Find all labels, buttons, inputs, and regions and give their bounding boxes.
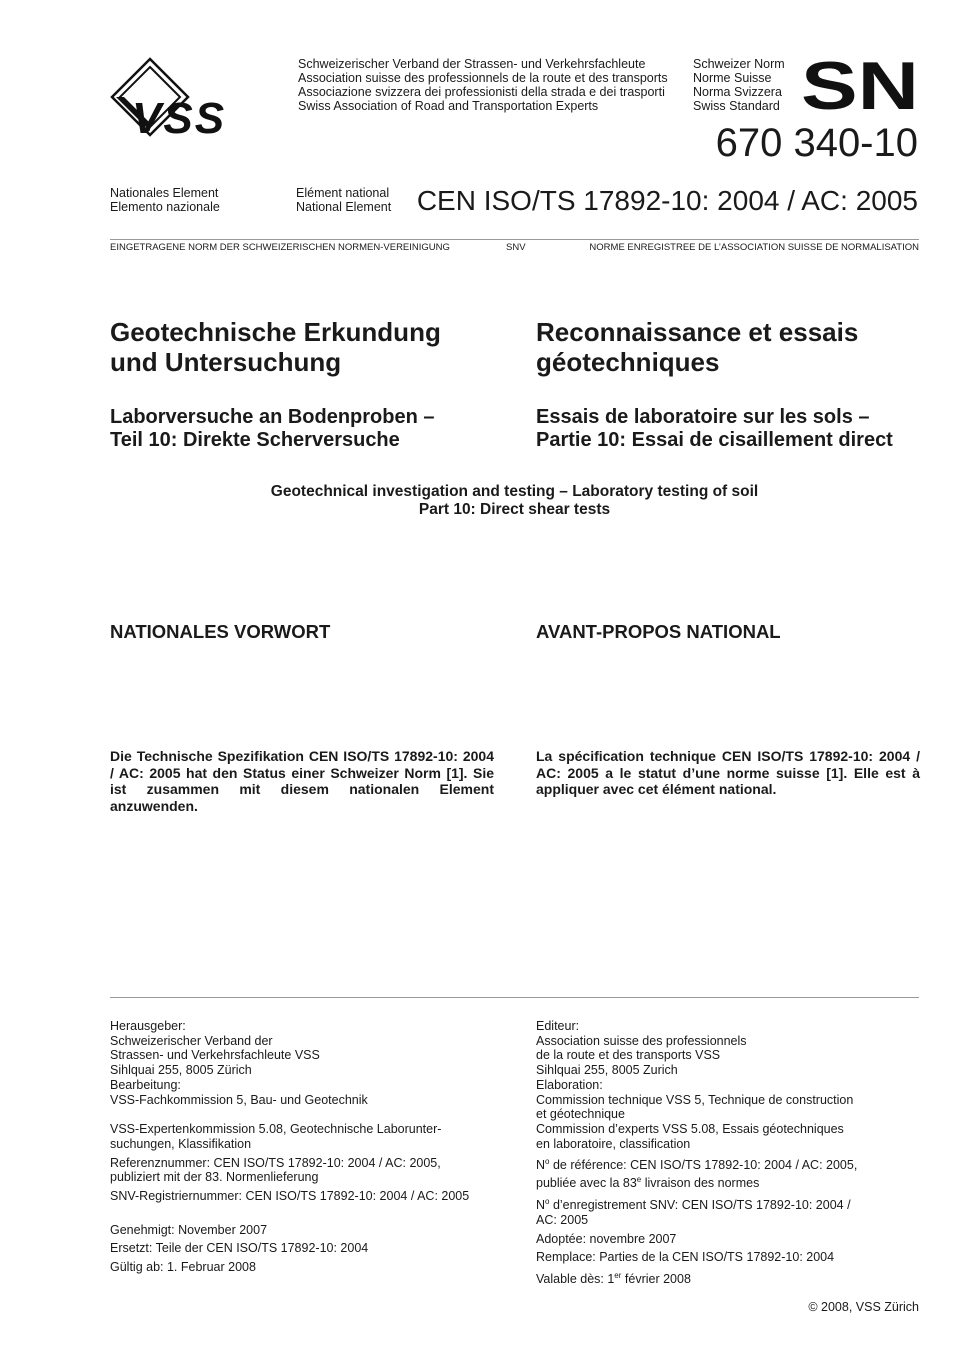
title-fr-line: géotechniques xyxy=(536,347,720,377)
sn-mark-lettering: SN xyxy=(803,59,919,110)
standard-label-en: Swiss Standard xyxy=(693,99,780,113)
snv-line: SNV-Registriernummer: CEN ISO/TS 17892-10: 2004 / AC: 2005 xyxy=(110,1189,470,1204)
registration-fr: NORME ENREGISTREE DE L’ASSOCIATION SUISSE DE NORMALISATION xyxy=(589,242,919,253)
norm-number: 670 340-10 xyxy=(715,121,918,165)
vss-logo xyxy=(110,57,290,139)
reference-line: $N^o$ de référence: CEN ISO/TS 17892-10: 2004 / AC: 2005, xyxy=(536,1157,858,1173)
national-element-it: Elemento nazionale xyxy=(110,200,220,214)
association-de: Schweizerischer Verband der Strassen- und Verkehrsfachleute xyxy=(298,57,646,71)
association-fr: Association suisse des professionnels de la route et des transports xyxy=(298,71,668,85)
national-element-en: National Element xyxy=(296,200,392,214)
title-en-line: Geotechnical investigation and testing – Laboratory testing of soil xyxy=(270,483,759,500)
approved-line: Genehmigt: November 2007 xyxy=(110,1222,268,1237)
logo-lettering: VSS xyxy=(132,94,227,139)
registration-de: EINGETRAGENE NORM DER SCHWEIZERISCHEN NORMEN-VEREINIGUNG xyxy=(110,242,450,253)
foreword-text-de: Die Technische Spezifikation CEN ISO/TS 17892-10: 2004 / AC: 2005 hat den Status einer Schweizer Norm [1]. Sie ist zusammen mit diesem nationalen Element anzuwenden. xyxy=(110,748,494,814)
snv-line: AC: 2005 xyxy=(536,1212,589,1227)
reference-line: publiée avec la 83e livraison des normes xyxy=(536,1175,760,1191)
reference-line: publiziert mit der 83. Normenlieferung xyxy=(110,1170,319,1185)
national-element-fr: Elément national xyxy=(296,186,390,200)
association-names xyxy=(298,57,668,113)
publisher-label: Herausgeber: xyxy=(110,1019,186,1033)
experts-line: VSS-Expertenkommission 5.08, Geotechnische Laborunter- xyxy=(110,1122,442,1137)
snv-line: $N^o$ d’enregistrement SNV: CEN ISO/TS 17892-10: 2004 / xyxy=(536,1197,851,1213)
valid-line: Valable dès: 1er février 2008 xyxy=(536,1271,691,1287)
sn-mark xyxy=(803,59,919,110)
editing-line: Commission technique VSS 5, Technique de construction xyxy=(536,1092,854,1107)
standard-label-fr: Norme Suisse xyxy=(693,71,772,85)
title-fr xyxy=(536,317,931,377)
replaces-line: Ersetzt: Teile der CEN ISO/TS 17892-10: 2004 xyxy=(110,1241,369,1256)
national-element-de: Nationales Element xyxy=(110,186,219,200)
national-element-fr-en xyxy=(296,186,391,214)
standard-label-de: Schweizer Norm xyxy=(693,57,785,71)
editing-line: et géotechnique xyxy=(536,1107,625,1122)
experts-line: Commission d’experts VSS 5.08, Essais géotechniques xyxy=(536,1121,844,1136)
editing-line: VSS-Fachkommission 5, Bau- und Geotechnik xyxy=(110,1092,368,1107)
publisher-line: de la route et des transports VSS xyxy=(536,1048,721,1063)
title-de-line: Geotechnische Erkundung xyxy=(110,317,441,347)
title-de-line: und Untersuchung xyxy=(110,347,342,377)
title-de xyxy=(110,317,510,377)
national-element-de-it xyxy=(110,186,220,214)
replaces-line: Remplace: Parties de la CEN ISO/TS 17892-10: 2004 xyxy=(536,1250,835,1265)
experts-line: en laboratoire, classification xyxy=(536,1136,691,1151)
standard-label-it: Norma Svizzera xyxy=(693,85,782,99)
experts-line: suchungen, Klassifikation xyxy=(110,1136,252,1151)
association-it: Associazione svizzera dei professionisti della strada e dei trasporti xyxy=(298,85,665,99)
subtitle-fr-line: Partie 10: Essai de cisaillement direct xyxy=(536,429,893,451)
footer-de xyxy=(110,1019,500,1275)
valid-line: Gültig ab: 1. Februar 2008 xyxy=(110,1260,256,1275)
header-divider xyxy=(110,239,919,240)
publisher-line: Sihlquai 255, 8005 Zurich xyxy=(536,1063,678,1078)
editing-label: Elaboration: xyxy=(536,1077,603,1092)
foreword-heading-de: NATIONALES VORWORT xyxy=(110,621,331,642)
publisher-label: Editeur: xyxy=(536,1019,580,1033)
publisher-line: Strassen- und Verkehrsfachleute VSS xyxy=(110,1048,320,1063)
subtitle-de-line: Teil 10: Direkte Scherversuche xyxy=(110,429,400,451)
subtitle-fr-line: Essais de laboratoire sur les sols – xyxy=(536,406,870,428)
publisher-line: Schweizerischer Verband der xyxy=(110,1033,273,1048)
publisher-line: Sihlquai 255, 8005 Zürich xyxy=(110,1063,252,1078)
approved-line: Adoptée: novembre 2007 xyxy=(536,1231,677,1246)
title-en xyxy=(110,483,919,519)
reference-line: Referenznummer: CEN ISO/TS 17892-10: 2004 / AC: 2005, xyxy=(110,1155,441,1170)
title-fr-line: Reconnaissance et essais xyxy=(536,317,859,347)
copyright: © 2008, VSS Zürich xyxy=(808,1300,919,1314)
footer-fr xyxy=(536,1019,919,1287)
footer-divider xyxy=(110,997,919,998)
title-en-line: Part 10: Direct shear tests xyxy=(418,501,611,518)
subtitle-fr xyxy=(536,406,931,452)
editing-label: Bearbeitung: xyxy=(110,1077,181,1092)
registration-snv: SNV xyxy=(506,242,526,253)
standard-labels xyxy=(693,57,785,113)
cen-reference: CEN ISO/TS 17892-10: 2004 / AC: 2005 xyxy=(416,185,918,216)
subtitle-de xyxy=(110,406,510,452)
publisher-line: Association suisse des professionnels xyxy=(536,1033,747,1048)
subtitle-de-line: Laborversuche an Bodenproben – xyxy=(110,406,435,428)
foreword-heading-fr: AVANT-PROPOS NATIONAL xyxy=(536,621,781,642)
foreword-text-fr: La spécification technique CEN ISO/TS 17892-10: 2004 / AC: 2005 a le statut d’une norme suisse [1]. Elle est à appliquer avec cet élément national. xyxy=(536,748,920,797)
association-en: Swiss Association of Road and Transportation Experts xyxy=(298,99,599,113)
